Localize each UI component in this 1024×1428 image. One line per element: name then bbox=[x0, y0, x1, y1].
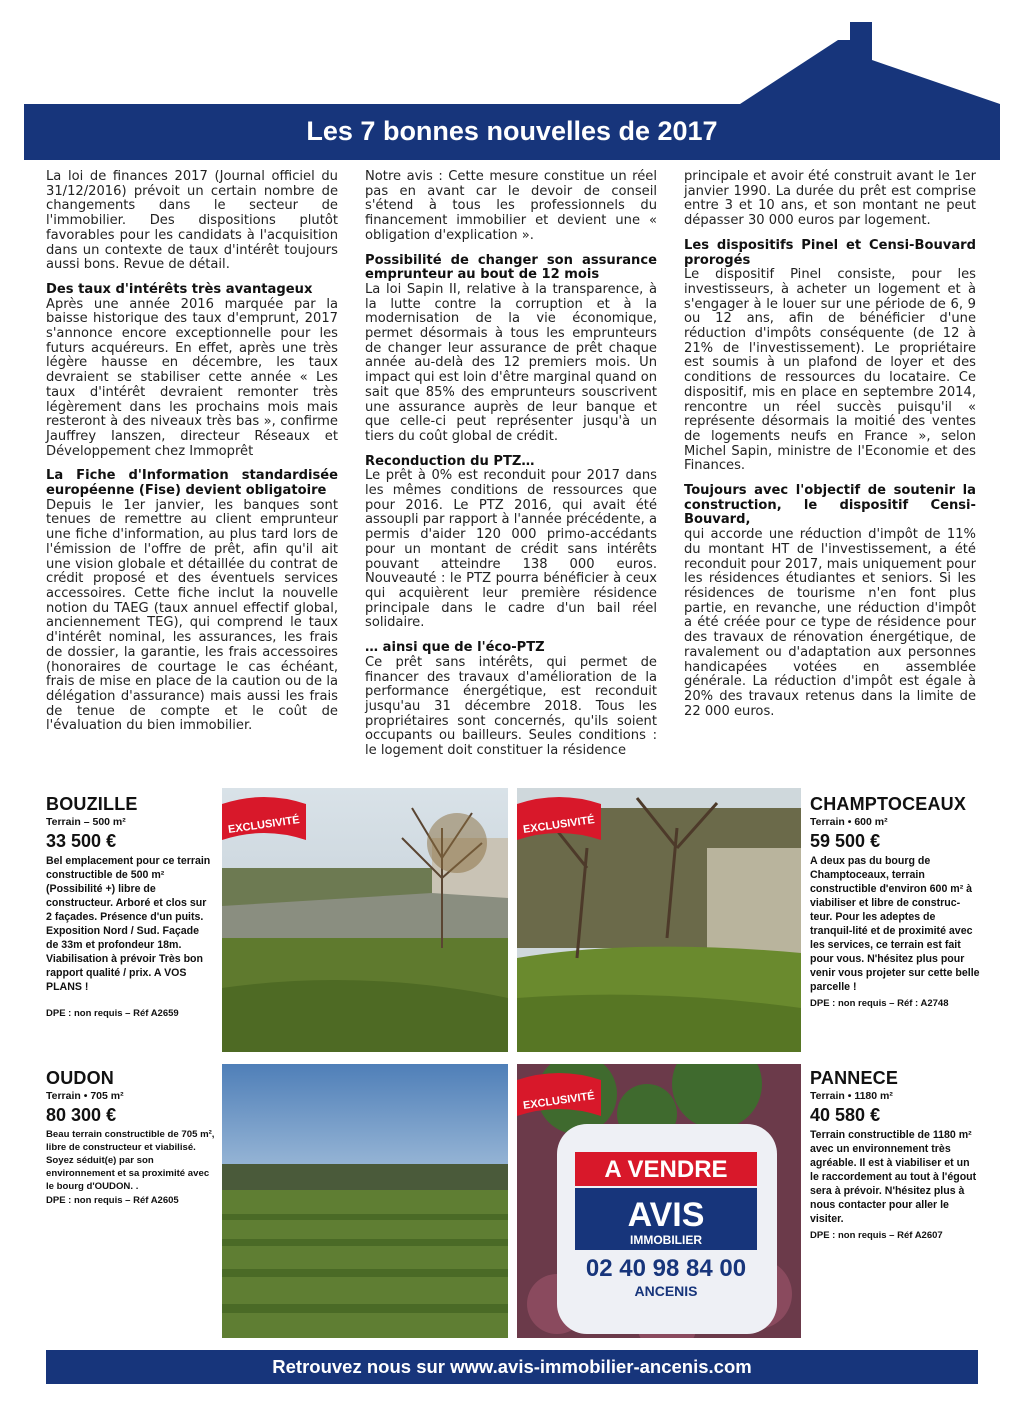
sign-sale-text: A VENDRE bbox=[604, 1156, 728, 1183]
listing-description: A deux pas du bourg de Champtoceaux, terrain constructible d'environ 600 m² à viabiliser et libre de construc-teur. Pour les adeptes de tranquil-lité et de proximité avec les services, ce terrain est fait pour vous. N'hésitez plus pour venir vous projeter sur cette belle parcelle ! bbox=[810, 855, 980, 993]
listing-town: BOUZILLE bbox=[46, 794, 138, 814]
listing-reference: DPE : non requis – Réf : A2748 bbox=[810, 998, 949, 1009]
roof-decoration bbox=[0, 0, 1024, 110]
section-heading: Des taux d'intérêts très avantageux bbox=[46, 281, 313, 297]
sign-subtitle-text: IMMOBILIER bbox=[630, 1233, 702, 1247]
section-paragraph: principale et avoir été construit avant le 1er janvier 1990. La durée du prêt est comprise entre 3 et 10 ans, et son montant ne peut dépasser 30 000 euros par logement. bbox=[684, 169, 976, 229]
exclusivity-badge bbox=[222, 796, 310, 858]
listing-price: 59 500 € bbox=[810, 831, 881, 851]
articles bbox=[46, 170, 978, 780]
listing-description: Beau terrain constructible de 705 m², libre de constructeur et viabilisé. Soyez séduit(e) par son environnement et sa proximité avec le bourg d'OUDON. . bbox=[46, 1129, 215, 1192]
sign-brand-text: AVIS bbox=[627, 1196, 705, 1234]
listing-bouzille bbox=[46, 794, 214, 1019]
listing-description: Terrain constructible de 1180 m² avec un environnement très agréable. Il est à viabiliser et un le raccordement au tout à l'égout sera à prévoir. N'hésitez plus à nous contacter pour aller le visiter. bbox=[810, 1129, 977, 1225]
section-heading: Reconduction du PTZ… bbox=[365, 453, 535, 469]
intro-paragraph: La loi de finances 2017 (Journal officiel du 31/12/2016) prévoit un certain nombre de changements dans le secteur de l'immobilier. Des dispositions plutôt favorables pour les candidats à l'acquisition dans un contexte de taux d'intérêt toujours aussi bons. Revue de détail. bbox=[46, 169, 338, 273]
listing-oudon bbox=[46, 1068, 218, 1206]
article-column-1 bbox=[46, 170, 338, 744]
exclusivity-badge bbox=[517, 1072, 605, 1134]
section-paragraph: La loi Sapin II, relative à la transparence, à la lutte contre la corruption et à la modernisation de la vie économique, permet désormais à tous les emprunteurs de changer leur assurance de prêt chaque année au-delà des 12 premiers mois. Un impact qui est loin d'être marginal quand on sait que 85% des emprunteurs souscrivent une assurance auprès de leur banque et que celle-ci peut représenter jusqu'à un tiers du coût global de crédit. bbox=[365, 281, 657, 444]
article-column-3 bbox=[684, 170, 976, 729]
header-banner bbox=[24, 104, 1000, 160]
sign-phone-text: 02 40 98 84 00 bbox=[585, 1255, 747, 1282]
listing-photo-oudon bbox=[222, 1064, 508, 1338]
listing-champtoceaux bbox=[810, 794, 980, 1009]
listing-surface: Terrain • 1180 m² bbox=[810, 1090, 893, 1102]
listing-photo-bouzille bbox=[222, 788, 508, 1052]
listing-surface: Terrain – 500 m² bbox=[46, 816, 126, 828]
listing-surface: Terrain • 600 m² bbox=[810, 816, 888, 828]
section-paragraph: Le prêt à 0% est reconduit pour 2017 dans les mêmes conditions de ressources que pour 2016. Le PTZ 2016, qui avait été assoupli par rapport à l'année précédente, a permis d'aider 120 000 primo-accédants pour un montant de crédit sans intérêts pouvant atteindre 138 000 euros. Nouveauté : le PTZ pourra bénéficier à ceux qui acquièrent leur première résidence principale dans le cadre d'un bail réel solidaire. bbox=[365, 468, 657, 631]
sign-city-text: ANCENIS bbox=[634, 1283, 698, 1299]
footer-banner bbox=[46, 1350, 978, 1384]
listing-reference: DPE : non requis – Réf A2605 bbox=[46, 1195, 179, 1206]
svg-text:EXCLUSIVITÉ: EXCLUSIVITÉ bbox=[227, 814, 301, 836]
section-paragraph: qui accorde une réduction d'impôt de 11% du montant HT de l'investissement, a été reconduit pour 2017, mais uniquement pour les résidences étudiantes et seniors. Si les résidences de tourisme n'en font plus partie, en revanche, une réduction d'impôt a été créée pour ce type de résidence pour des travaux de rénovation énergétique, de ravalement ou d'adaptation aux personnes handicapées votées en assemblée générale. La réduction d'impôt est égale à 20% des travaux retenus dans la limite de 22 000 euros. bbox=[684, 527, 976, 719]
section-heading: … ainsi que de l'éco-PTZ bbox=[365, 640, 545, 656]
exclusivity-badge bbox=[517, 796, 605, 858]
listing-price: 40 580 € bbox=[810, 1105, 881, 1125]
section-heading: Possibilité de changer son assurance emprunteur au bout de 12 mois bbox=[365, 252, 657, 283]
listing-reference: DPE : non requis – Réf A2659 bbox=[46, 1008, 179, 1019]
section-paragraph: Après une année 2016 marquée par la baisse historique des taux d'emprunt, 2017 s'annonce encore exceptionnelle pour les futurs acquéreurs. En effet, après une très légère hausse en décembre, les taux devraient se stabiliser cette année « Les taux d'intérêt devraient remonter très légèrement dans les prochains mois mais resteront à des niveaux très bas », confirme Jauffrey Ianszen, directeur Réseaux et Développement chez Immoprêt bbox=[46, 296, 338, 459]
section-paragraph: Le dispositif Pinel consiste, pour les investisseurs, à acheter un logement et à s'engager à le louer sur une période de 6, 9 ou 12 ans, afin de bénéficier d'une réduction d'impôts conséquente (de 12 à 21% de l'investissement). Le propriétaire est soumis à un plafond de loyer et des conditions de ressources du locataire. Ce dispositif, mis en place en septembre 2014, rencontre un réel succès puisqu'il « représente désormais la moitié des ventes de logements neufs en France », selon Michel Sapin, ministre de l'Economie et des Finances. bbox=[684, 267, 976, 474]
listing-description: Bel emplacement pour ce terrain constructible de 500 m² (Possibilité +) libre de constructeur. Arboré et clos sur 2 façades. Présence d'un puits. Exposition Nord / Sud. Façade de 33m et profondeur 18m. Viabilisation à prévoir Très bon rapport qualité / prix. A VOS PLANS ! bbox=[46, 855, 211, 993]
listing-pannece bbox=[810, 1068, 980, 1241]
listing-reference: DPE : non requis – Réf A2607 bbox=[810, 1230, 943, 1241]
article-column-2 bbox=[365, 170, 657, 769]
listing-price: 33 500 € bbox=[46, 831, 117, 851]
website-link[interactable]: Retrouvez nous sur www.avis-immobilier-ancenis.com bbox=[272, 1356, 752, 1377]
listing-photo-pannece bbox=[517, 1064, 801, 1338]
listing-town: CHAMPTOCEAUX bbox=[810, 794, 967, 814]
listing-surface: Terrain • 705 m² bbox=[46, 1090, 124, 1102]
section-paragraph: Depuis le 1er janvier, les banques sont tenues de remettre au client emprunteur une fiche d'information, au plus tard lors de l'émission de l'offre de prêt, afin qu'il ait une vision globale et détaillée du contrat de crédit proposé et des éventuels services accessoires. Cette fiche inclut la nouvelle notion du TAEG (taux annuel effectif global, anciennement TEG), qui comprend le taux d'intérêt nominal, les assurances, les frais de dossier, la garantie, les frais accessoires (honoraires de courtage le cas échéant, frais de mise en place de la caution ou de la délégation d'assurance) mais aussi les frais de tenue de compte et le coût de l'évaluation du bien immobilier. bbox=[46, 497, 338, 734]
listing-photo-champtoceaux bbox=[517, 788, 801, 1052]
section-paragraph: Notre avis : Cette mesure constitue un réel pas en avant car le devoir de conseil s'étend à tous les professionnels du financement immobilier et devient une « obligation d'explication ». bbox=[365, 169, 657, 243]
page-title: Les 7 bonnes nouvelles de 2017 bbox=[306, 116, 718, 146]
listing-price: 80 300 € bbox=[46, 1105, 117, 1125]
svg-text:EXCLUSIVITÉ: EXCLUSIVITÉ bbox=[522, 1090, 596, 1112]
section-heading: La Fiche d'Information standardisée européenne (Fise) devient obligatoire bbox=[46, 468, 338, 499]
section-heading: Toujours avec l'objectif de soutenir la construction, le dispositif Censi-Bouvard, bbox=[684, 483, 976, 528]
section-paragraph: Ce prêt sans intérêts, qui permet de financer des travaux d'amélioration de la performance énergétique, est reconduit jusqu'au 31 décembre 2018. Tous les propriétaires sont concernés, qu'ils soient occupants ou bailleurs. Seules conditions : le logement doit constituer la résidence bbox=[365, 654, 657, 759]
listing-town: PANNECE bbox=[810, 1068, 899, 1088]
svg-text:EXCLUSIVITÉ: EXCLUSIVITÉ bbox=[522, 814, 596, 836]
listing-town: OUDON bbox=[46, 1068, 114, 1088]
section-heading: Les dispositifs Pinel et Censi-Bouvard prorogés bbox=[684, 237, 976, 268]
